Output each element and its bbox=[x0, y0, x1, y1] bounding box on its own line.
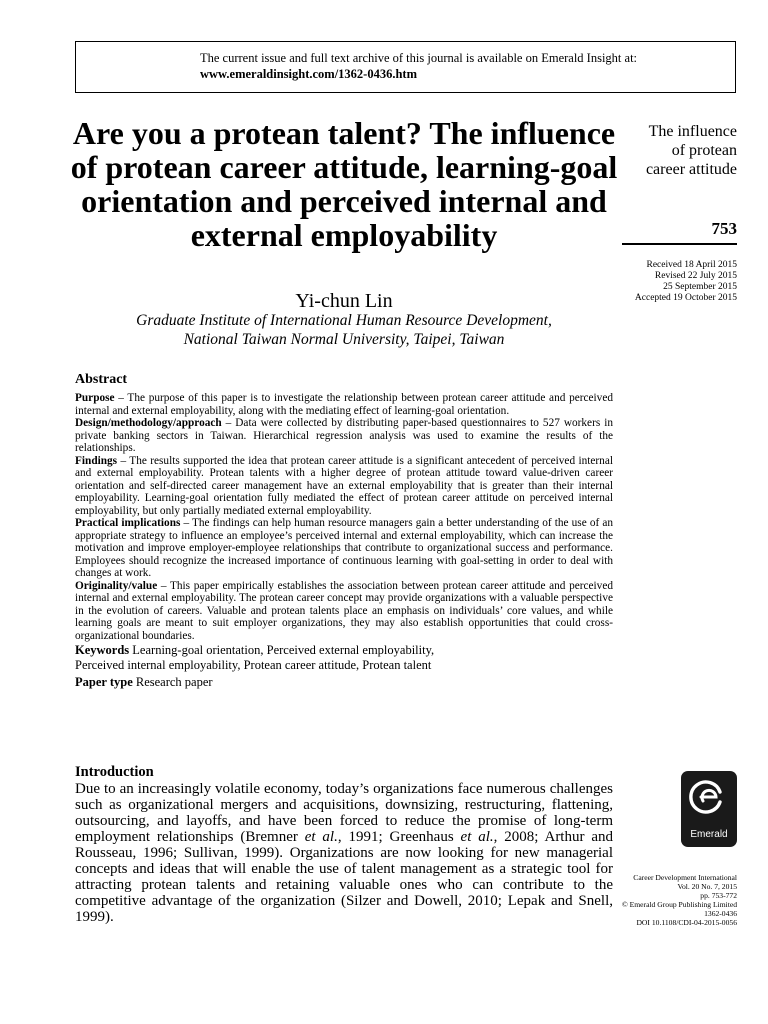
running-title-line: career attitude bbox=[645, 161, 737, 178]
page-number: 753 bbox=[711, 219, 737, 238]
abstract-heading: Abstract bbox=[75, 372, 128, 387]
author-affiliation bbox=[70, 312, 618, 349]
journal-line: DOI 10.1108/CDI-04-2015-0056 bbox=[636, 918, 737, 927]
intro-text: , 2008; Arthur and Rousseau, 1996; Sullivan, 1999). Organizations are now looking for new managerial concepts and ideas that will enable the use of talent management as a strategic tool for attracting protean talents and retaining valuable ones who can contribute to the competitive advantage of the organization (Silzer and Dowell, 2010; Lepak and Snell, 1999). bbox=[75, 829, 614, 925]
journal-line: © Emerald Group Publishing Limited bbox=[621, 900, 737, 909]
keywords-text: Perceived internal employability, Protean career attitude, Protean talent bbox=[75, 658, 432, 672]
introduction-section bbox=[75, 764, 613, 925]
paper-type-label: Paper type bbox=[75, 675, 133, 689]
keywords-label: Keywords bbox=[75, 643, 130, 657]
journal-info bbox=[600, 873, 737, 927]
journal-line: 1362-0436 bbox=[704, 909, 737, 918]
intro-text: , 1991; Greenhaus bbox=[337, 829, 461, 845]
sidebar-divider bbox=[622, 243, 737, 245]
abstract-practical bbox=[75, 517, 613, 580]
abstract-text: – The purpose of this paper is to investigate the relationship between protean career attitude and perceived internal and external employability, along with the mediating effect of learning-goal orientation. bbox=[75, 392, 613, 417]
author-name: Yi-chun Lin bbox=[295, 290, 393, 312]
paper-type bbox=[75, 675, 613, 690]
affiliation-line: Graduate Institute of International Human Resource Development, bbox=[136, 312, 552, 329]
running-title-line: of protean bbox=[671, 142, 737, 159]
abstract-label: Practical implications bbox=[75, 517, 181, 529]
date-line: Revised 22 July 2015 bbox=[654, 271, 737, 281]
abstract-label: Originality/value bbox=[75, 579, 158, 592]
emerald-e-icon bbox=[689, 777, 729, 823]
running-title bbox=[600, 122, 737, 179]
emerald-logo-text: Emerald bbox=[690, 829, 728, 840]
keywords bbox=[75, 643, 613, 673]
journal-line: pp. 753-772 bbox=[700, 891, 737, 900]
paper-type-value: Research paper bbox=[132, 675, 213, 689]
submission-dates bbox=[600, 260, 737, 304]
keywords-text: Learning-goal orientation, Perceived external employability, bbox=[129, 643, 435, 657]
emerald-logo bbox=[681, 771, 737, 847]
introduction-paragraph bbox=[75, 781, 613, 925]
abstract-text: – The results supported the idea that protean career attitude is a significant antecedent of perceived internal and external employability. Protean talents with a higher degree of protean attitude toward value-driven career orientation and self-directed career management have an external employability that is greater than their internal employability. Learning-goal orientation fully mediated the effect of protean career attitude on perceived internal employability, but only partially mediated external employability. bbox=[75, 454, 613, 517]
introduction-heading: Introduction bbox=[75, 764, 154, 780]
abstract-purpose bbox=[75, 392, 613, 417]
abstract-text: – The findings can help human resource managers gain a better understanding of the use of an appropriate strategy to influence an employee’s perceived internal and external employability, which can increase the motivation and improve employer-employee relationships that contribute to organizational success and performance. Employees should recognize the increased importance of continuous learning with goal-setting in order to deal with changes at work. bbox=[75, 517, 613, 579]
notice-text: The current issue and full text archive of this journal is available on Emerald Insight at: bbox=[200, 51, 638, 65]
abstract-text: – Data were collected by distributing paper-based questionnaires to 527 workers in private banking sectors in Taiwan. Hierarchical regression analysis was used to examine the results of the relationships. bbox=[75, 417, 613, 454]
running-title-line: The influence bbox=[648, 123, 737, 140]
abstract-section bbox=[75, 372, 613, 690]
intro-text: Due to an increasingly volatile economy, today’s organizations face numerous challenges such as organizational mergers and acquisitions, downsizing, restructuring, flattening, outsourcing, and layoffs, and have been forced to reduce the promise of long-term employment relationships (Bremner bbox=[75, 781, 613, 845]
journal-notice-box bbox=[75, 41, 736, 93]
abstract-originality bbox=[75, 580, 613, 643]
journal-line: Career Development International bbox=[633, 873, 737, 882]
affiliation-line: National Taiwan Normal University, Taipei, Taiwan bbox=[183, 330, 505, 348]
notice-url-link[interactable]: www.emeraldinsight.com/1362-0436.htm bbox=[200, 67, 417, 81]
abstract-design bbox=[75, 417, 613, 455]
abstract-label: Purpose bbox=[75, 392, 115, 404]
date-line: Received 18 April 2015 bbox=[646, 260, 737, 270]
date-line: 25 September 2015 bbox=[663, 282, 737, 292]
abstract-findings bbox=[75, 455, 613, 518]
article-title: Are you a protean talent? The influence of protean career attitude, learning-goal orientation and perceived internal and external employability bbox=[70, 115, 618, 253]
abstract-label: Design/methodology/approach bbox=[75, 417, 222, 429]
abstract-text: – This paper empirically establishes the association between protean career attitude and perceived internal and external employability. The protean career concept may provide organizations with a valuable perspective in the evolution of careers. Valuable and protean talents place an emphasis on individuals’ core values, and while learning goals are meant to suit employer organizations, they may also establish opportunities that could cross-organizational boundaries. bbox=[75, 579, 613, 642]
date-line: Accepted 19 October 2015 bbox=[634, 293, 737, 303]
intro-etal: et al. bbox=[460, 829, 494, 845]
journal-line: Vol. 20 No. 7, 2015 bbox=[677, 882, 737, 891]
abstract-label: Findings bbox=[75, 454, 118, 467]
intro-etal: et al. bbox=[304, 829, 338, 845]
